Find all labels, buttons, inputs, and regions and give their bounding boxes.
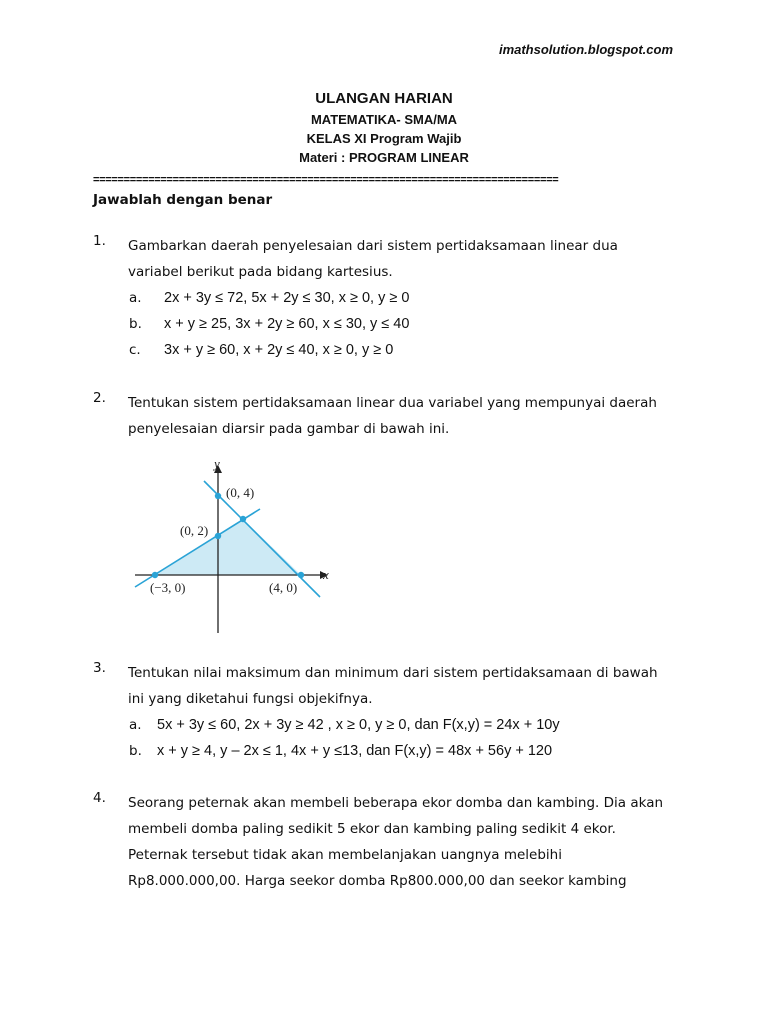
label-0-4: (0, 4)	[226, 485, 255, 500]
question-text: variabel berikut pada bidang kartesius.	[128, 264, 393, 280]
question-text: membeli domba paling sedikit 5 ekor dan kambing paling sedikit 4 ekor.	[128, 821, 616, 837]
question-text: Peternak tersebut tidak akan membelanjakan uangnya melebihi	[128, 847, 562, 863]
option-b: b. x + y ≥ 4, y – 2x ≤ 1, 4x + y ≤13, dan F(x,y) = 48x + 56y + 120	[129, 743, 553, 759]
question-number: 1.	[93, 233, 106, 249]
question-text: Tentukan sistem pertidaksamaan linear dua variabel yang mempunyai daerah	[128, 395, 657, 411]
question-3	[93, 660, 683, 764]
shaded-region	[155, 519, 301, 575]
document-title: ULANGAN HARIAN	[315, 90, 453, 107]
point-0-2	[215, 533, 221, 539]
document-material: Materi : PROGRAM LINEAR	[299, 150, 469, 165]
option-c: c. 3x + y ≥ 60, x + 2y ≤ 40, x ≥ 0, y ≥ 0	[129, 342, 394, 358]
question-text: Gambarkan daerah penyelesaian dari sistem pertidaksamaan linear dua	[128, 238, 618, 254]
question-number: 3.	[93, 660, 106, 676]
question-4	[93, 790, 683, 894]
question-number: 2.	[93, 390, 106, 406]
question-text: Tentukan nilai maksimum dan minimum dari sistem pertidaksamaan di bawah	[128, 665, 658, 681]
question-number: 4.	[93, 790, 106, 806]
instruction: Jawablah dengan benar	[93, 192, 273, 208]
option-a: a. 5x + 3y ≤ 60, 2x + 3y ≥ 42 , x ≥ 0, y ≥ 0, dan F(x,y) = 24x + 10y	[129, 717, 560, 733]
question-text: Rp8.000.000,00. Harga seekor domba Rp800.000,00 dan seekor kambing	[128, 873, 627, 889]
option-b: b. x + y ≥ 25, 3x + 2y ≥ 60, x ≤ 30, y ≤ 40	[129, 316, 410, 332]
option-a: a. 2x + 3y ≤ 72, 5x + 2y ≤ 30, x ≥ 0, y ≥ 0	[129, 290, 410, 306]
question-2	[93, 390, 683, 442]
question-1	[93, 233, 683, 363]
document-header	[0, 88, 768, 167]
label-4-0: (4, 0)	[269, 580, 298, 595]
solution-region-graph	[130, 455, 350, 635]
point-m3-0	[152, 572, 158, 578]
label-0-2: (0, 2)	[180, 523, 209, 538]
question-text: ini yang diketahui fungsi objekifnya.	[128, 691, 373, 707]
separator-line: ============================================================================	[93, 174, 559, 186]
point-4-0	[298, 572, 304, 578]
question-text: penyelesaian diarsir pada gambar di bawah ini.	[128, 421, 450, 437]
document-subject: MATEMATIKA- SMA/MA	[310, 112, 458, 127]
question-text: Seorang peternak akan membeli beberapa ekor domba dan kambing. Dia akan	[128, 795, 664, 811]
label-m3-0: (−3, 0)	[150, 580, 186, 595]
x-axis-label: x	[323, 567, 329, 582]
site-url: imathsolution.blogspot.com	[498, 42, 673, 57]
point-intersection	[240, 516, 246, 522]
document-class: KELAS XI Program Wajib	[306, 131, 462, 146]
y-axis-label: y	[214, 456, 220, 471]
point-0-4	[215, 493, 221, 499]
